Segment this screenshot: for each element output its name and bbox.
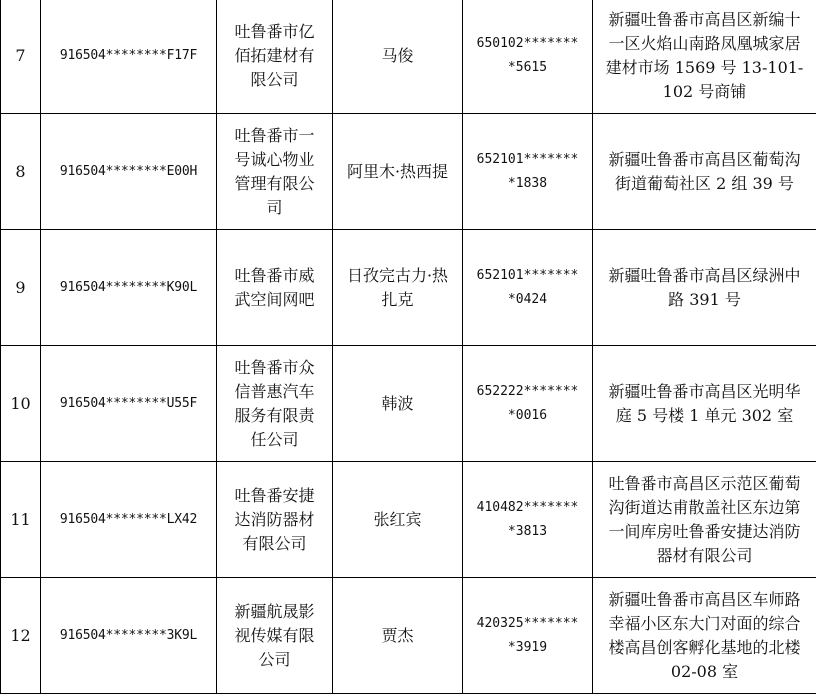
row-index: 12 (1, 578, 41, 694)
company-name: 吐鲁番安捷达消防器材有限公司 (217, 462, 333, 578)
id-number: 410482********3813 (463, 462, 593, 578)
legal-representative: 韩波 (333, 346, 463, 462)
company-name: 吐鲁番市众信普惠汽车服务有限责任公司 (217, 346, 333, 462)
table-row (1, 578, 816, 694)
id-number: 650102********5615 (463, 0, 593, 114)
address: 新疆吐鲁番市高昌区葡萄沟街道葡萄社区 2 组 39 号 (593, 114, 816, 230)
credit-code: 916504********K90L (41, 230, 217, 346)
legal-representative: 阿里木·热西提 (333, 114, 463, 230)
table-row (1, 0, 816, 114)
address: 新疆吐鲁番市高昌区光明华庭 5 号楼 1 单元 302 室 (593, 346, 816, 462)
legal-representative: 马俊 (333, 0, 463, 114)
table-row (1, 346, 816, 462)
credit-code: 916504********3K9L (41, 578, 217, 694)
credit-code: 916504********LX42 (41, 462, 217, 578)
credit-code: 916504********E00H (41, 114, 217, 230)
row-index: 9 (1, 230, 41, 346)
id-number: 420325********3919 (463, 578, 593, 694)
credit-code: 916504********F17F (41, 0, 217, 114)
table-row (1, 230, 816, 346)
legal-representative: 张红宾 (333, 462, 463, 578)
table-row (1, 462, 816, 578)
company-name: 新疆航晟影视传媒有限公司 (217, 578, 333, 694)
id-number: 652101********0424 (463, 230, 593, 346)
table-row (1, 114, 816, 230)
id-number: 652101********1838 (463, 114, 593, 230)
address: 新疆吐鲁番市高昌区绿洲中路 391 号 (593, 230, 816, 346)
company-name: 吐鲁番市威武空间网吧 (217, 230, 333, 346)
address: 吐鲁番市高昌区示范区葡萄沟街道达甫散盖社区东边第一间库房吐鲁番安捷达消防器材有限公司 (593, 462, 816, 578)
address: 新疆吐鲁番市高昌区车师路幸福小区东大门对面的综合楼高昌创客孵化基地的北楼 02-08 室 (593, 578, 816, 694)
company-name: 吐鲁番市亿佰拓建材有限公司 (217, 0, 333, 114)
row-index: 7 (1, 0, 41, 114)
id-number: 652222********0016 (463, 346, 593, 462)
address: 新疆吐鲁番市高昌区新编十一区火焰山南路凤凰城家居建材市场 1569 号 13-101-102 号商铺 (593, 0, 816, 114)
legal-representative: 贾杰 (333, 578, 463, 694)
credit-code: 916504********U55F (41, 346, 217, 462)
row-index: 8 (1, 114, 41, 230)
company-name: 吐鲁番市一号诚心物业管理有限公司 (217, 114, 333, 230)
row-index: 11 (1, 462, 41, 578)
legal-representative: 日孜完古力·热扎克 (333, 230, 463, 346)
row-index: 10 (1, 346, 41, 462)
